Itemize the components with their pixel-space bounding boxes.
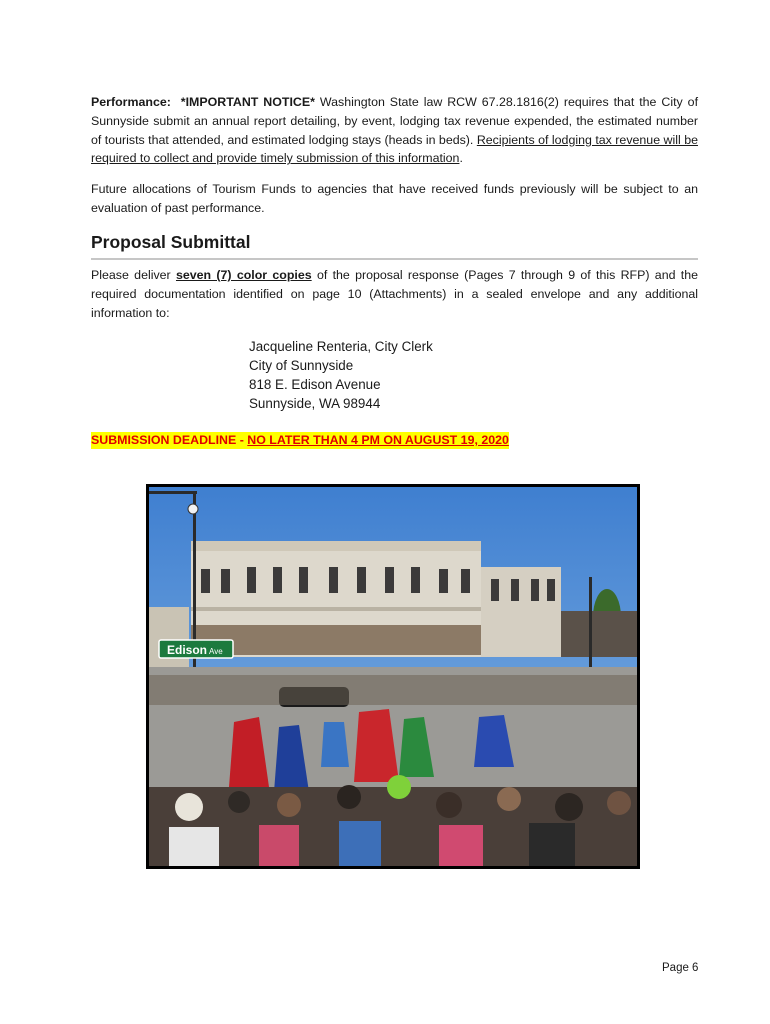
future-allocations-paragraph: Future allocations of Tourism Funds to agencies that have received funds previously will be subject to an evaluation of past performance. — [91, 182, 698, 215]
address-line-name: Jacqueline Renteria, City Clerk — [249, 339, 433, 354]
delivery-rest: of the proposal response (Pages 7 through 9 of this RFP) and the required documentation identified on page 10 (Attachments) in a sealed envelope and any additional information to: — [91, 268, 698, 320]
delivery-instructions — [91, 266, 698, 322]
copies-emphasis: seven (7) color copies — [175, 268, 312, 282]
parade-photo — [146, 484, 640, 869]
submission-deadline — [91, 432, 509, 449]
performance-label: Performance: — [91, 95, 171, 109]
mailing-address — [249, 337, 433, 413]
deadline-prefix: SUBMISSION DEADLINE - — [91, 433, 248, 447]
performance-underlined-text: Recipients of lodging tax revenue will be required to collect and provide timely submission of this information — [91, 132, 698, 166]
crowd-back — [149, 675, 637, 705]
address-line-org: City of Sunnyside — [249, 358, 354, 373]
important-notice: *IMPORTANT NOTICE* — [180, 95, 315, 109]
crowd-foreground — [149, 775, 637, 866]
section-heading: Proposal Submittal — [91, 232, 698, 260]
address-line-street: 818 E. Edison Avenue — [249, 377, 381, 392]
performance-text: Washington State law RCW 67.28.1816(2) requires that the City of Sunnyside submit an annual report detailing, by event, lodging tax revenue expended, the estimated number of tourists that attended, and estimated lodging stays (heads in beds). — [91, 95, 699, 147]
performance-paragraph — [91, 93, 698, 168]
address-line-city: Sunnyside, WA 98944 — [249, 396, 381, 411]
street-sign-name: Edison — [167, 643, 208, 657]
deadline-date: NO LATER THAN 4 PM ON AUGUST 19, 2020 — [247, 433, 509, 447]
page-number: Page 6 — [662, 962, 699, 974]
street-sign-suffix: Ave — [209, 647, 223, 656]
parade-scene — [149, 487, 637, 866]
delivery-intro: Please deliver — [91, 268, 176, 282]
performance-period: . — [459, 151, 463, 166]
